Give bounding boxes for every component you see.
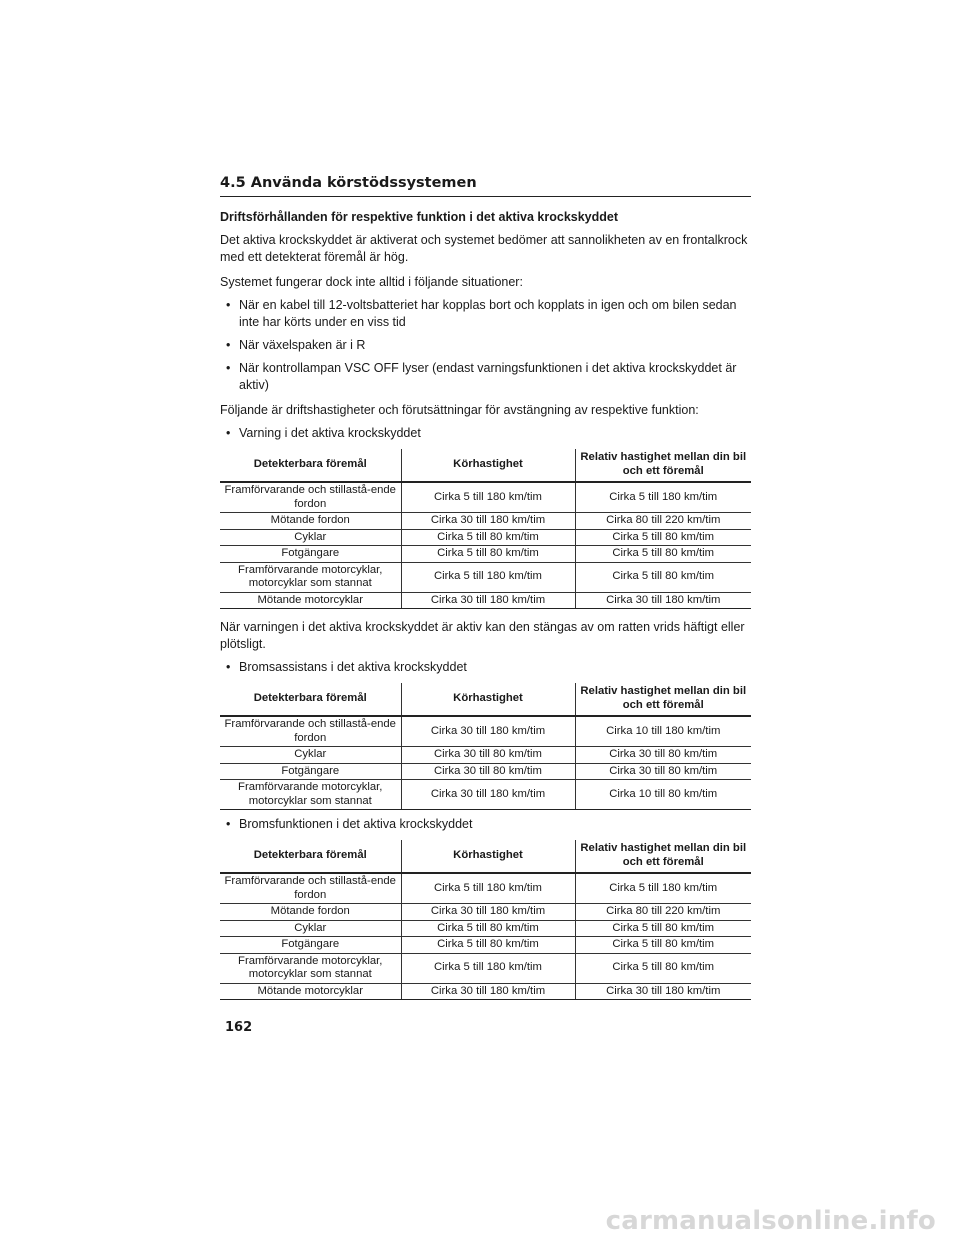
brake-function-table — [220, 840, 751, 1000]
cell-relative-speed: Cirka 5 till 80 km/tim — [575, 529, 751, 546]
table-row — [220, 937, 751, 954]
cell-speed: Cirka 5 till 180 km/tim — [401, 873, 575, 904]
cell-relative-speed: Cirka 30 till 180 km/tim — [575, 592, 751, 609]
cell-speed: Cirka 30 till 80 km/tim — [401, 747, 575, 764]
cell-relative-speed: Cirka 80 till 220 km/tim — [575, 513, 751, 530]
table-row — [220, 546, 751, 563]
cell-object: Mötande fordon — [220, 904, 401, 921]
cell-object: Framförvarande och stillastå-ende fordon — [220, 716, 401, 747]
cell-object: Fotgängare — [220, 937, 401, 954]
cell-object: Framförvarande och stillastå-ende fordon — [220, 482, 401, 513]
table-row — [220, 983, 751, 1000]
cell-speed: Cirka 30 till 180 km/tim — [401, 716, 575, 747]
table-row — [220, 904, 751, 921]
cell-speed: Cirka 5 till 80 km/tim — [401, 546, 575, 563]
cell-object: Fotgängare — [220, 763, 401, 780]
table-row — [220, 953, 751, 983]
cell-relative-speed: Cirka 5 till 80 km/tim — [575, 920, 751, 937]
situations-list — [220, 297, 751, 394]
cell-object: Cyklar — [220, 529, 401, 546]
cell-object: Cyklar — [220, 920, 401, 937]
cell-speed: Cirka 30 till 180 km/tim — [401, 904, 575, 921]
table-row — [220, 920, 751, 937]
warning-bullet: • Varning i det aktiva krockskyddet — [220, 425, 751, 442]
cell-speed: Cirka 5 till 180 km/tim — [401, 953, 575, 983]
cell-speed: Cirka 5 till 80 km/tim — [401, 920, 575, 937]
cell-object: Mötande motorcyklar — [220, 592, 401, 609]
cell-speed: Cirka 5 till 80 km/tim — [401, 937, 575, 954]
section-title: 4.5 Använda körstödssystemen — [220, 175, 751, 197]
cell-speed: Cirka 30 till 180 km/tim — [401, 983, 575, 1000]
cell-relative-speed: Cirka 10 till 180 km/tim — [575, 716, 751, 747]
table-row — [220, 780, 751, 810]
list-item: • När kontrollampan VSC OFF lyser (endast varningsfunktionen i det aktiva krockskyddet är aktiv) — [220, 360, 751, 394]
cell-object: Mötande fordon — [220, 513, 401, 530]
header-relative-speed: Relativ hastighet mellan din bil och ett föremål — [575, 683, 751, 716]
header-object: Detekterbara föremål — [220, 449, 401, 482]
header-relative-speed: Relativ hastighet mellan din bil och ett föremål — [575, 449, 751, 482]
cell-speed: Cirka 30 till 180 km/tim — [401, 592, 575, 609]
header-object: Detekterbara föremål — [220, 683, 401, 716]
table-row — [220, 747, 751, 764]
header-speed: Körhastighet — [401, 683, 575, 716]
cell-relative-speed: Cirka 5 till 180 km/tim — [575, 482, 751, 513]
table-row — [220, 482, 751, 513]
cell-speed: Cirka 5 till 180 km/tim — [401, 562, 575, 592]
cell-relative-speed: Cirka 5 till 180 km/tim — [575, 873, 751, 904]
cell-speed: Cirka 5 till 80 km/tim — [401, 529, 575, 546]
cell-speed: Cirka 5 till 180 km/tim — [401, 482, 575, 513]
cell-speed: Cirka 30 till 180 km/tim — [401, 513, 575, 530]
table-row — [220, 873, 751, 904]
page-number: 162 — [225, 1020, 253, 1035]
speeds-intro: Följande är driftshastigheter och förutsättningar för avstängning av respektive funktion: — [220, 403, 699, 417]
cell-relative-speed: Cirka 30 till 180 km/tim — [575, 983, 751, 1000]
watermark: carmanualsonline.info — [605, 1206, 936, 1236]
table-row — [220, 592, 751, 609]
table-row — [220, 562, 751, 592]
cell-speed: Cirka 30 till 180 km/tim — [401, 780, 575, 810]
cell-object: Fotgängare — [220, 546, 401, 563]
cell-relative-speed: Cirka 5 till 80 km/tim — [575, 937, 751, 954]
header-speed: Körhastighet — [401, 449, 575, 482]
header-object: Detekterbara föremål — [220, 840, 401, 873]
intro-paragraph: Det aktiva krockskyddet är aktiverat och systemet bedömer att sannolikheten av en frontalkrock med ett detekterat föremål är hög. — [220, 233, 748, 264]
header-relative-speed: Relativ hastighet mellan din bil och ett föremål — [575, 840, 751, 873]
warning-table — [220, 449, 751, 609]
table-row — [220, 513, 751, 530]
cell-relative-speed: Cirka 80 till 220 km/tim — [575, 904, 751, 921]
table-row — [220, 763, 751, 780]
brake-assist-table — [220, 683, 751, 810]
list-item: • När en kabel till 12-voltsbatteriet har kopplas bort och kopplats in igen och om bilen sedan inte har körts under en viss tid — [220, 297, 751, 331]
warning-note: När varningen i det aktiva krockskyddet är aktiv kan den stängas av om ratten vrids häftigt eller plötsligt. — [220, 620, 745, 651]
cell-relative-speed: Cirka 5 till 80 km/tim — [575, 546, 751, 563]
cell-speed: Cirka 30 till 80 km/tim — [401, 763, 575, 780]
brake-function-bullet: • Bromsfunktionen i det aktiva krockskyddet — [220, 816, 751, 833]
table-row — [220, 529, 751, 546]
cell-relative-speed: Cirka 5 till 80 km/tim — [575, 562, 751, 592]
cell-object: Framförvarande motorcyklar, motorcyklar som stannat — [220, 562, 401, 592]
cell-relative-speed: Cirka 5 till 80 km/tim — [575, 953, 751, 983]
cell-object: Framförvarande motorcyklar, motorcyklar som stannat — [220, 780, 401, 810]
cell-object: Framförvarande och stillastå-ende fordon — [220, 873, 401, 904]
brake-assist-bullet: • Bromsassistans i det aktiva krockskyddet — [220, 659, 751, 676]
cell-relative-speed: Cirka 10 till 80 km/tim — [575, 780, 751, 810]
cell-relative-speed: Cirka 30 till 80 km/tim — [575, 747, 751, 764]
cell-relative-speed: Cirka 30 till 80 km/tim — [575, 763, 751, 780]
header-speed: Körhastighet — [401, 840, 575, 873]
cell-object: Framförvarande motorcyklar, motorcyklar som stannat — [220, 953, 401, 983]
situations-intro: Systemet fungerar dock inte alltid i följande situationer: — [220, 275, 523, 289]
list-item: • När växelspaken är i R — [220, 337, 751, 354]
cell-object: Mötande motorcyklar — [220, 983, 401, 1000]
cell-object: Cyklar — [220, 747, 401, 764]
table-row — [220, 716, 751, 747]
page-content — [220, 175, 751, 1000]
subheading: Driftsförhållanden för respektive funktion i det aktiva krockskyddet — [220, 210, 619, 224]
